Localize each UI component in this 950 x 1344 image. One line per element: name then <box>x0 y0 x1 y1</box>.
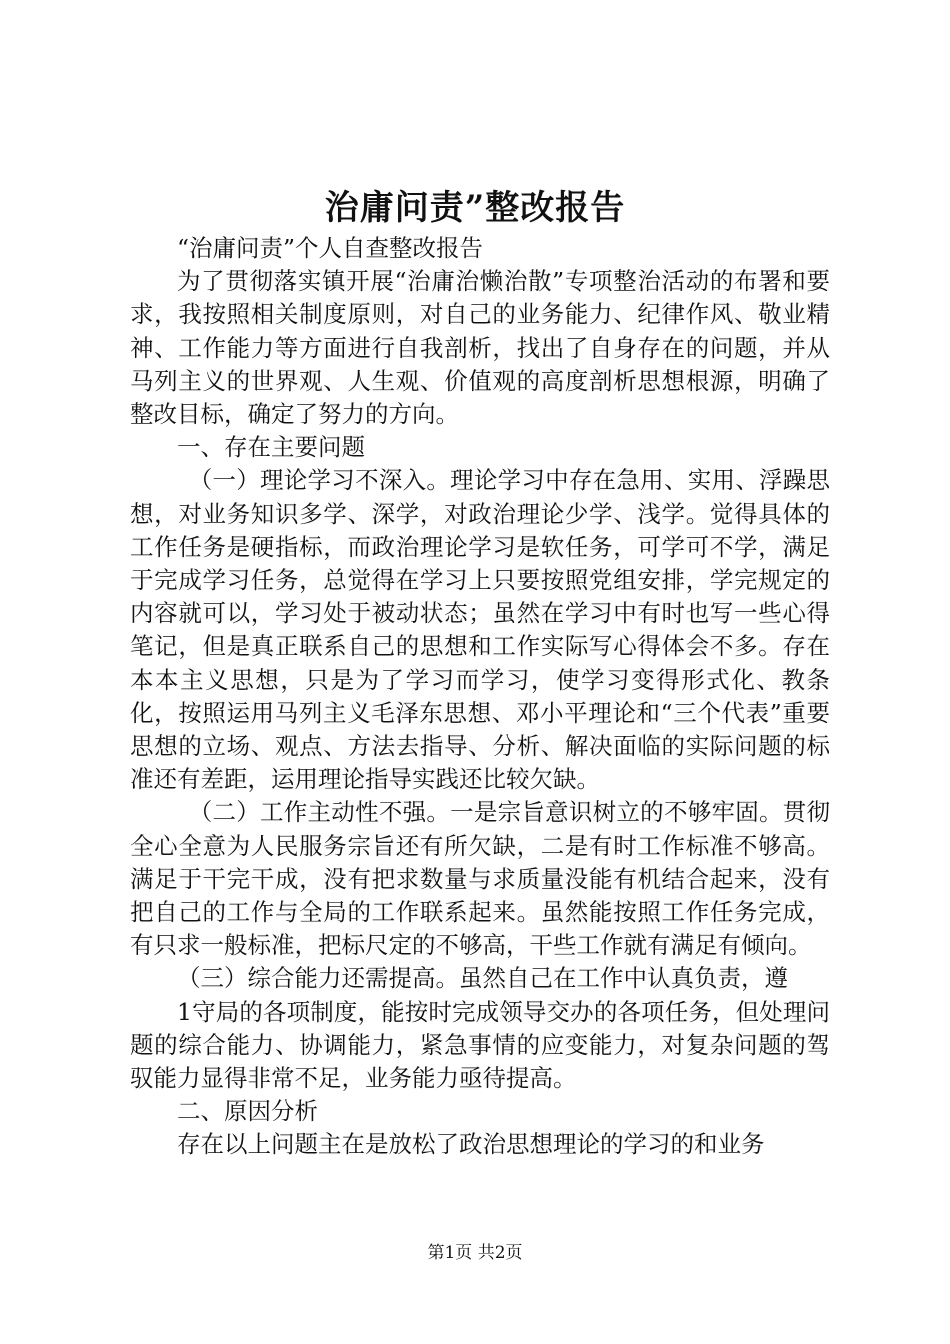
problem-3-paragraph: （三）综合能力还需提高。虽然自己在工作中认真负责，遵 <box>177 964 788 993</box>
section-heading-problems: 一、存在主要问题 <box>177 433 365 462</box>
section-heading-causes: 二、原因分析 <box>177 1097 318 1126</box>
problem-2-paragraph: （二）工作主动性不强。一是宗旨意识树立的不够牢固。贯彻全心全意为人民服务宗旨还有所欠缺，二是有时工作标准不够高。满足于干完干成，没有把求数量与求质量没能有机结合起来，没有把自己的工作与全局的工作联系起来。虽然能按照工作任务完成，有只求一般标准，把标尺定的不够高，干些工作就有满足有倾向。 <box>130 798 830 960</box>
causes-paragraph: 存在以上问题主在是放松了政治思想理论的学习的和业务 <box>177 1130 765 1159</box>
problem-3-continuation: 1守局的各项制度，能按时完成领导交办的各项任务，但处理问题的综合能力、协调能力，紧急事情的应变能力，对复杂问题的驾驭能力显得非常不足，业务能力亟待提高。 <box>130 997 830 1093</box>
report-subtitle: “治庸问责”个人自查整改报告 <box>177 234 484 262</box>
problem-1-paragraph: （一）理论学习不深入。理论学习中存在急用、实用、浮躁思想，对业务知识多学、深学，对政治理论少学、浅学。觉得具体的工作任务是硬指标，而政治理论学习是软任务，可学可不学，满足于完成学习任务，总觉得在学习上只要按照党组安排，学完规定的内容就可以，学习处于被动状态；虽然在学习中有时也写一些心得笔记，但是真正联系自己的思想和工作实际写心得体会不多。存在本本主义思想，只是为了学习而学习，使学习变得形式化、教条化，按照运用马列主义毛泽东思想、邓小平理论和“三个代表”重要思想的立场、观点、方法去指导、分析、解决面临的实际问题的标准还有差距，运用理论指导实践还比较欠缺。 <box>130 466 830 794</box>
document-body <box>130 232 830 1162</box>
page-number-footer: 第1页 共2页 <box>427 1243 523 1263</box>
intro-paragraph: 为了贯彻落实镇开展“治庸治懒治散”专项整治活动的布署和要求，我按照相关制度原则，对自己的业务能力、纪律作风、敬业精神、工作能力等方面进行自我剖析，找出了自身存在的问题，并从马列主义的世界观、人生观、价值观的高度剖析思想根源，明确了整改目标，确定了努力的方向。 <box>130 267 830 429</box>
document-title: 治庸问责”整改报告 <box>324 188 626 228</box>
